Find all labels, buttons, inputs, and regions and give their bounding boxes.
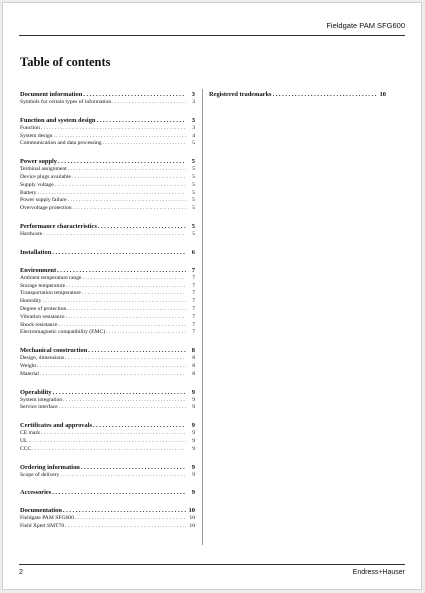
- dot-leader: [73, 205, 186, 213]
- dot-leader: [67, 306, 186, 314]
- toc-entry[interactable]: [20, 166, 195, 174]
- section-title: Registered trademarks: [209, 91, 272, 98]
- toc-entry[interactable]: [20, 283, 195, 291]
- toc-section: [20, 346, 195, 378]
- dot-leader: [66, 314, 186, 322]
- page-number: 8: [192, 362, 195, 369]
- toc-section-heading[interactable]: [20, 90, 195, 99]
- entry-label: Weight: [20, 362, 37, 369]
- entry-label: Scope of delivery: [20, 471, 60, 478]
- toc-entry[interactable]: [20, 404, 195, 412]
- toc-section-heading[interactable]: [20, 248, 195, 257]
- page-number: 10: [379, 91, 386, 98]
- section-title: Installation: [20, 248, 52, 256]
- entry-label: Field Xpert SMT70: [20, 523, 65, 530]
- dot-leader: [41, 430, 186, 438]
- page-number: 7: [192, 321, 195, 328]
- toc-entry[interactable]: [20, 523, 195, 531]
- toc-entry[interactable]: [20, 298, 195, 306]
- toc-section: [20, 488, 195, 497]
- toc-entry[interactable]: [20, 515, 195, 523]
- toc-section-heading[interactable]: [20, 488, 195, 497]
- entry-label: Fieldgate PAM SFG600: [20, 515, 74, 522]
- section-title: Environment: [20, 266, 57, 274]
- page-number: 3: [192, 124, 195, 131]
- toc-section: [20, 222, 195, 239]
- page-number: 7: [192, 282, 195, 289]
- toc-entry[interactable]: [20, 99, 195, 107]
- dot-leader: [28, 438, 186, 446]
- entry-label: Communication and data processing: [20, 140, 102, 147]
- entry-label: Supply voltage: [20, 181, 54, 188]
- toc-section: [20, 266, 195, 337]
- toc-left-column: [20, 90, 195, 540]
- dot-leader: [57, 266, 186, 275]
- dot-leader: [112, 99, 186, 107]
- entry-label: Service interface: [20, 404, 58, 411]
- page-number: 9: [191, 422, 195, 430]
- page-number: 5: [192, 205, 195, 212]
- section-title: Mechanical construction: [20, 347, 88, 355]
- toc-entry[interactable]: [20, 430, 195, 438]
- page-number: 6: [191, 248, 195, 256]
- page-number: 7: [192, 274, 195, 281]
- toc-entry[interactable]: [20, 275, 195, 283]
- dot-leader: [83, 275, 186, 283]
- toc-entry[interactable]: [20, 438, 195, 446]
- dot-leader: [58, 157, 186, 166]
- dot-leader: [88, 346, 186, 355]
- toc-section-heading[interactable]: [20, 463, 195, 472]
- toc-section-heading[interactable]: [20, 346, 195, 355]
- entry-label: CE mark: [20, 430, 41, 437]
- toc-entry[interactable]: [20, 472, 195, 480]
- dot-leader: [59, 404, 186, 412]
- dot-leader: [40, 371, 186, 379]
- dot-leader: [37, 363, 186, 371]
- dot-leader: [103, 140, 186, 148]
- entry-label: Battery: [20, 189, 37, 196]
- page-number: 3: [192, 99, 195, 105]
- dot-leader: [75, 515, 186, 523]
- dot-leader: [52, 488, 186, 497]
- entry-label: Transportation temperature: [20, 290, 81, 297]
- dot-leader: [106, 329, 186, 337]
- page-number: 9: [192, 430, 195, 437]
- toc-section: [20, 506, 195, 531]
- page-number: 7: [192, 313, 195, 320]
- dot-leader: [43, 231, 186, 239]
- section-title: Documentation: [20, 507, 62, 515]
- toc-entry[interactable]: [20, 355, 195, 363]
- footer-brand: Endress+Hauser: [352, 569, 405, 576]
- page-number: 10: [189, 523, 195, 530]
- dot-leader: [55, 182, 186, 190]
- page-number: 4: [192, 132, 195, 139]
- toc-entry[interactable]: [20, 133, 195, 141]
- entry-label: Degree of protection: [20, 305, 67, 312]
- section-title: Performance characteristics: [20, 222, 97, 230]
- dot-leader: [32, 446, 186, 454]
- entry-label: Function: [20, 124, 40, 131]
- page-number: 9: [191, 388, 195, 396]
- dot-leader: [53, 388, 186, 397]
- entry-label: Storage temperature: [20, 282, 66, 289]
- dot-leader: [273, 90, 377, 99]
- section-title: Power supply: [20, 158, 57, 166]
- toc-entry[interactable]: [20, 140, 195, 148]
- entry-label: System design: [20, 132, 53, 139]
- toc-entry[interactable]: [20, 125, 195, 133]
- toc-section: [20, 388, 195, 413]
- document-page: [2, 2, 422, 590]
- page-header: [19, 13, 405, 36]
- toc-title: Table of contents: [20, 55, 111, 69]
- dot-leader: [82, 290, 186, 298]
- entry-label: CCC: [20, 445, 32, 452]
- page-number: 9: [192, 471, 195, 478]
- toc-section-heading[interactable]: [20, 506, 195, 515]
- entry-label: Symbols for certain types of information: [20, 99, 112, 105]
- entry-label: Hardware: [20, 230, 43, 237]
- dot-leader: [68, 166, 186, 174]
- dot-leader: [60, 472, 186, 480]
- column-divider: [202, 89, 203, 545]
- toc-section: [20, 463, 195, 480]
- toc-entry[interactable]: [20, 197, 195, 205]
- page-number: 7: [192, 298, 195, 305]
- dot-leader: [41, 125, 186, 133]
- entry-label: Humidity: [20, 298, 42, 305]
- page-number: 5: [192, 173, 195, 180]
- section-title: Function and system design: [20, 116, 96, 124]
- dot-leader: [68, 197, 186, 205]
- page-number: 7: [192, 290, 195, 297]
- page-number: 3: [191, 91, 195, 98]
- page-number: 8: [192, 355, 195, 362]
- page-number: 7: [191, 266, 195, 274]
- page-footer: [19, 564, 405, 579]
- dot-leader: [65, 355, 186, 363]
- entry-label: Material: [20, 370, 39, 377]
- header-title: Fieldgate PAM SFG600: [326, 21, 405, 30]
- toc-section: [20, 421, 195, 453]
- page-number: 8: [191, 347, 195, 355]
- entry-label: Power supply failure: [20, 197, 67, 204]
- entry-label: Shock resistance: [20, 321, 58, 328]
- dot-leader: [63, 397, 186, 405]
- entry-label: Overvoltage protection: [20, 205, 72, 212]
- page-number: 3: [191, 116, 195, 124]
- toc-section: [209, 90, 386, 99]
- page-number: 7: [192, 329, 195, 336]
- toc-entry[interactable]: [20, 306, 195, 314]
- toc-entry[interactable]: [20, 371, 195, 379]
- dot-leader: [65, 523, 186, 531]
- page-number: 5: [192, 230, 195, 237]
- dot-leader: [81, 463, 186, 472]
- entry-label: Device plugs available: [20, 173, 71, 180]
- footer-page-number: 2: [19, 569, 23, 576]
- toc-entry[interactable]: [20, 205, 195, 213]
- dot-leader: [53, 133, 186, 141]
- page-number: 5: [192, 189, 195, 196]
- toc-section-heading[interactable]: [209, 90, 386, 99]
- entry-label: System integration: [20, 396, 63, 403]
- dot-leader: [66, 283, 186, 291]
- page-number: 9: [192, 437, 195, 444]
- page-number: 7: [192, 305, 195, 312]
- section-title: Document information: [20, 91, 83, 98]
- page-number: 5: [192, 166, 195, 173]
- section-title: Ordering information: [20, 463, 80, 471]
- page-number: 9: [191, 463, 195, 471]
- entry-label: Ambient temperature range: [20, 274, 82, 281]
- toc-entry[interactable]: [20, 314, 195, 322]
- dot-leader: [93, 421, 186, 430]
- dot-leader: [96, 116, 186, 125]
- toc-right-column: [209, 90, 386, 108]
- page-number: 5: [192, 197, 195, 204]
- toc-section-heading[interactable]: [20, 421, 195, 430]
- dot-leader: [72, 174, 186, 182]
- toc-section: [20, 116, 195, 148]
- toc-entry[interactable]: [20, 182, 195, 190]
- toc-section-heading[interactable]: [20, 116, 195, 125]
- section-title: Accessories: [20, 489, 52, 497]
- page-number: 5: [191, 222, 195, 230]
- section-title: Certificates and approvals: [20, 422, 92, 430]
- toc-section-heading[interactable]: [20, 266, 195, 275]
- page-number: 9: [192, 396, 195, 403]
- dot-leader: [52, 248, 186, 257]
- toc-section-heading[interactable]: [20, 222, 195, 231]
- toc-entry[interactable]: [20, 446, 195, 454]
- page-number: 10: [188, 507, 195, 515]
- dot-leader: [83, 90, 186, 99]
- toc-entry[interactable]: [20, 290, 195, 298]
- entry-label: UL: [20, 437, 28, 444]
- entry-label: Vibration resistance: [20, 313, 65, 320]
- page-number: 9: [192, 404, 195, 411]
- page-number: 5: [191, 158, 195, 166]
- toc-entry[interactable]: [20, 174, 195, 182]
- toc-entry[interactable]: [20, 231, 195, 239]
- toc-section-heading[interactable]: [20, 388, 195, 397]
- toc-section-heading[interactable]: [20, 157, 195, 166]
- toc-section: [20, 90, 195, 107]
- toc-section: [20, 157, 195, 213]
- entry-label: Terminal assignment: [20, 166, 67, 173]
- page-number: 5: [192, 140, 195, 147]
- page-number: 8: [192, 370, 195, 377]
- dot-leader: [63, 506, 186, 515]
- dot-leader: [42, 298, 186, 306]
- toc-entry[interactable]: [20, 329, 195, 337]
- entry-label: Design, dimensions: [20, 355, 65, 362]
- page-number: 10: [189, 515, 195, 522]
- page-number: 9: [192, 445, 195, 452]
- toc-entry[interactable]: [20, 363, 195, 371]
- page-number: 5: [192, 181, 195, 188]
- page-number: 9: [191, 489, 195, 497]
- toc-section: [20, 248, 195, 257]
- dot-leader: [98, 222, 186, 231]
- section-title: Operability: [20, 388, 52, 396]
- entry-label: Electromagnetic compatibility (EMC): [20, 329, 106, 336]
